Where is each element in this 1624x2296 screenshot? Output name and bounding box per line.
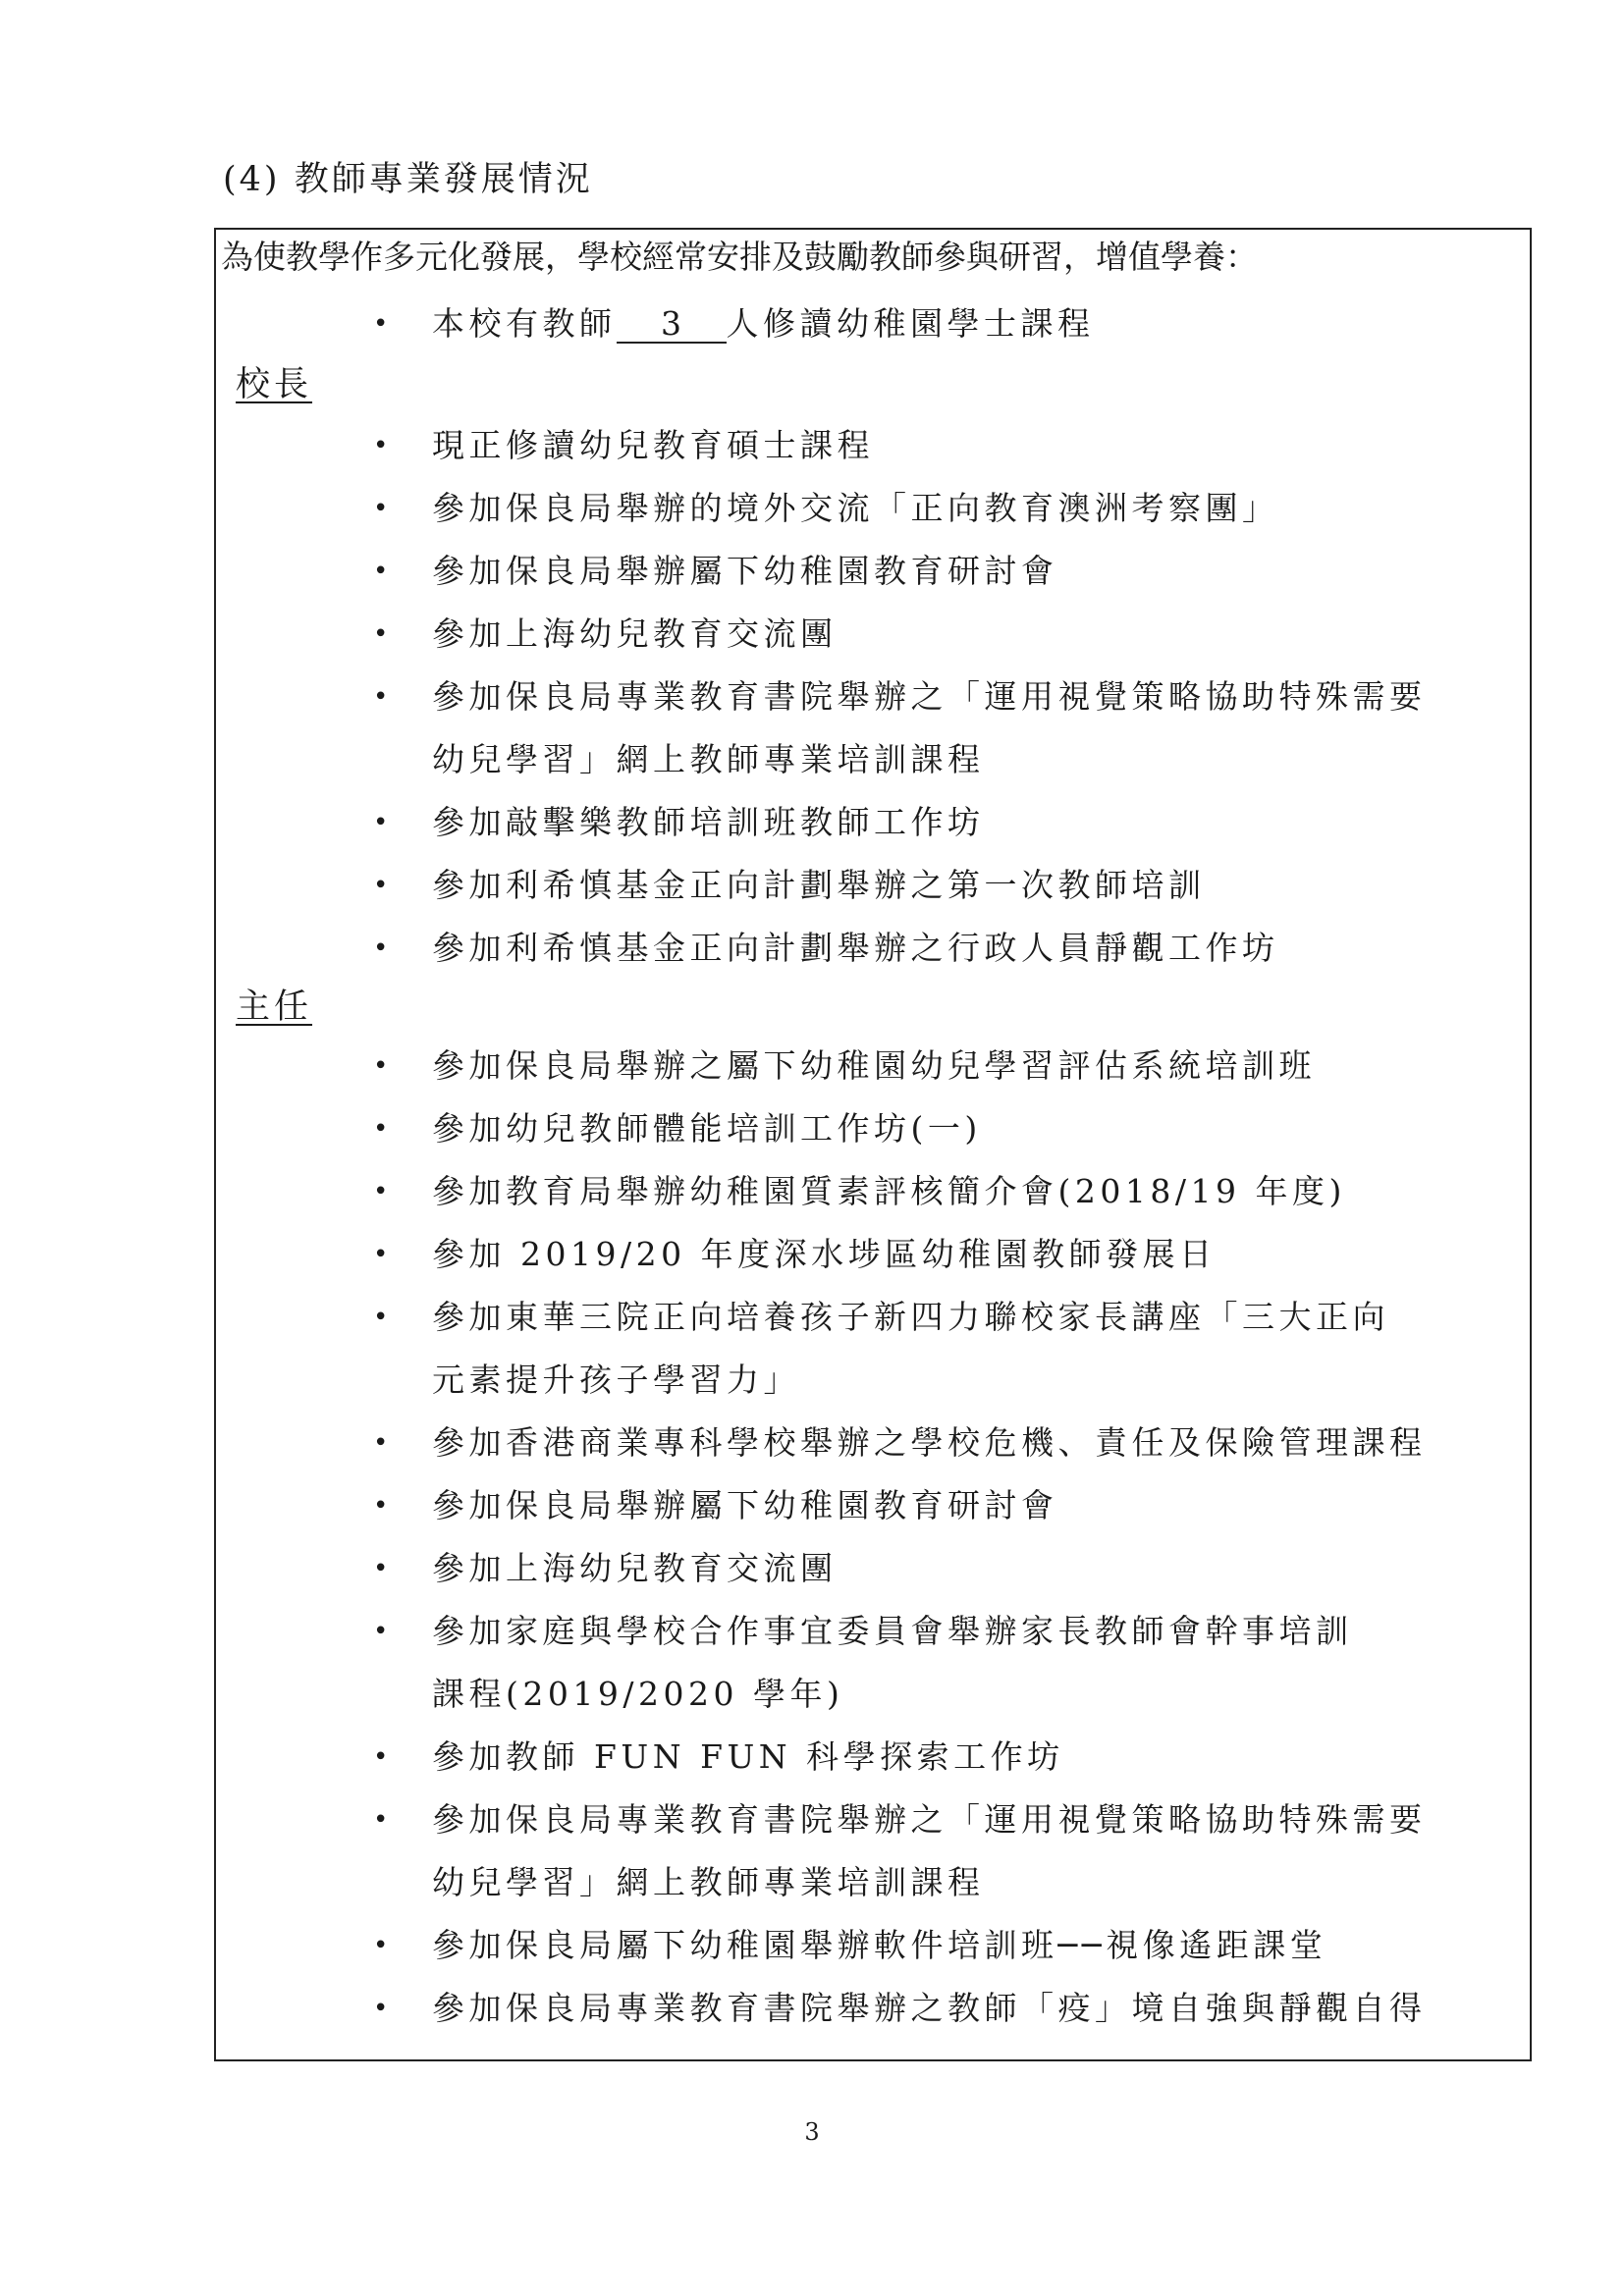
- list-item-text: 參加上海幼兒教育交流團: [432, 1549, 838, 1587]
- list-item-text: 元素提升孩子學習力」: [432, 1361, 800, 1399]
- bullet-icon: •: [373, 1177, 389, 1206]
- list-item-text: 參加保良局舉辦屬下幼稚園教育研討會: [432, 552, 1058, 590]
- list-item-text: 參加教育局舉辦幼稚園質素評核簡介會(2018/19 年度): [432, 1172, 1346, 1210]
- bullet-icon: •: [373, 1428, 389, 1458]
- list-item-text: 參加家庭與學校合作事宜委員會舉辦家長教師會幹事培訓: [432, 1612, 1353, 1650]
- list-item-text: 參加保良局屬下幼稚園舉辦軟件培訓班──視像遙距課堂: [432, 1926, 1327, 1964]
- teacher-count-prefix: 本校有教師: [432, 304, 617, 343]
- list-item-text: 幼兒學習」網上教師專業培訓課程: [432, 1863, 985, 1901]
- bullet-icon: •: [373, 1805, 389, 1835]
- bullet-icon: •: [373, 619, 389, 649]
- bullet-icon: •: [373, 1114, 389, 1144]
- list-item-text: 現正修讀幼兒教育碩士課程: [432, 426, 874, 464]
- bullet-icon: •: [373, 1617, 389, 1646]
- bullet-icon: •: [373, 494, 389, 523]
- teacher-count-value: 3: [617, 306, 727, 344]
- list-item-text: 參加香港商業專科學校舉辦之學校危機、責任及保險管理課程: [432, 1423, 1427, 1462]
- bullet-icon: •: [373, 1491, 389, 1521]
- list-item-text: 參加利希慎基金正向計劃舉辦之行政人員靜觀工作坊: [432, 929, 1279, 967]
- page-number: 3: [804, 2118, 820, 2146]
- section-heading: (4) 教師專業發展情況: [223, 160, 593, 199]
- bullet-icon: •: [373, 1240, 389, 1269]
- bullet-icon: •: [373, 1554, 389, 1583]
- list-item-text: 參加保良局專業教育書院舉辦之「運用視覺策略協助特殊需要: [432, 1800, 1427, 1839]
- bullet-icon: •: [373, 1742, 389, 1772]
- bullet-icon: •: [373, 1994, 389, 2023]
- list-item-text: 幼兒學習」網上教師專業培訓課程: [432, 740, 985, 778]
- bullet-icon: •: [373, 431, 389, 460]
- content-box: [214, 228, 1532, 2061]
- list-item-text: 參加敲擊樂教師培訓班教師工作坊: [432, 803, 985, 841]
- bullet-icon: •: [373, 1051, 389, 1081]
- bullet-icon: •: [373, 871, 389, 900]
- list-item-text: 參加保良局舉辦之屬下幼稚園幼兒學習評估系統培訓班: [432, 1046, 1316, 1085]
- bullet-icon: •: [373, 934, 389, 963]
- list-item-text: 參加保良局舉辦屬下幼稚園教育研討會: [432, 1486, 1058, 1524]
- list-item-text: 參加 2019/20 年度深水埗區幼稚園教師發展日: [432, 1235, 1217, 1273]
- list-item-text: 參加保良局舉辦的境外交流「正向教育澳洲考察團」: [432, 489, 1279, 527]
- list-item-text: 參加利希慎基金正向計劃舉辦之第一次教師培訓: [432, 866, 1206, 904]
- bullet-icon: •: [373, 1303, 389, 1332]
- director-section-title: 主任: [236, 988, 313, 1027]
- list-item-text: 參加東華三院正向培養孩子新四力聯校家長講座「三大正向: [432, 1298, 1389, 1336]
- teacher-count-line: [432, 293, 1095, 355]
- bullet-icon: •: [373, 557, 389, 586]
- list-item-text: 參加上海幼兒教育交流團: [432, 614, 838, 653]
- list-item-text: 參加教師 FUN FUN 科學探索工作坊: [432, 1737, 1064, 1776]
- teacher-count-suffix: 人修讀幼稚園學士課程: [726, 304, 1095, 343]
- list-item-text: 參加幼兒教師體能培訓工作坊(一): [432, 1109, 982, 1148]
- intro-text: 為使教學作多元化發展，學校經常安排及鼓勵教師參與研習，增值學養：: [221, 238, 1258, 276]
- list-item-text: 參加保良局專業教育書院舉辦之教師「疫」境自強與靜觀自得: [432, 1989, 1427, 2027]
- bullet-icon: •: [373, 682, 389, 712]
- list-item-text: 課程(2019/2020 學年): [432, 1675, 844, 1713]
- bullet-icon: •: [373, 808, 389, 837]
- principal-section-title: 校長: [236, 365, 313, 404]
- bullet-icon: •: [373, 1931, 389, 1960]
- list-item-text: 參加保良局專業教育書院舉辦之「運用視覺策略協助特殊需要: [432, 677, 1427, 716]
- bullet-icon: •: [373, 309, 389, 339]
